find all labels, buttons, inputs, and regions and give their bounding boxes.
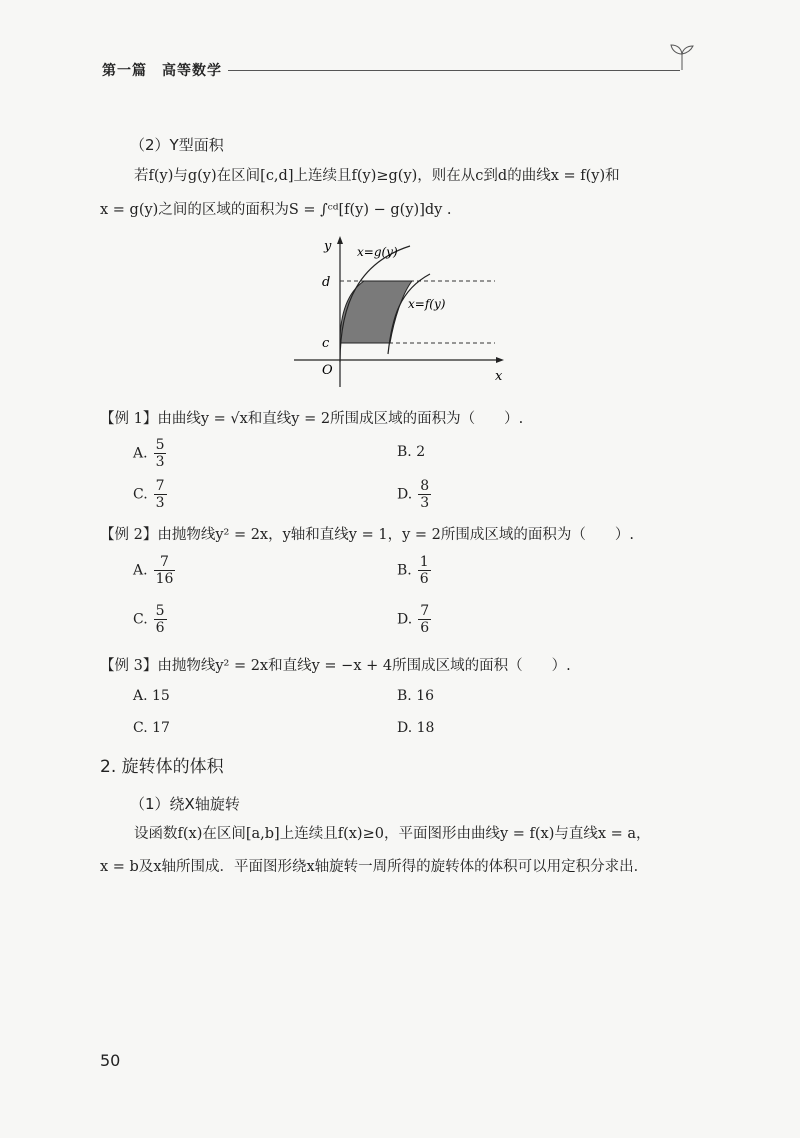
example-3-option-c: C. 17: [133, 720, 170, 736]
curve-f-label: x=f(y): [408, 297, 446, 311]
example-1-option-a: A. $\frac{5}{3}$: [133, 437, 165, 470]
sprout-icon: [668, 42, 696, 72]
sub-heading-x-rotation: （1）绕X轴旋转: [130, 795, 240, 813]
example-3-option-a: A. 15: [133, 688, 170, 704]
curve-g-label: x=g(y): [357, 245, 398, 259]
example-3-option-b: B. 16: [397, 688, 435, 704]
example-2-option-a: A. $\frac{7}{16}$: [133, 554, 174, 587]
example-3-title: 【例 3】由抛物线y² = 2x和直线y = −x + 4所围成区域的面积（ ）.: [100, 658, 571, 674]
example-1-title: 【例 1】由曲线y = √x和直线y = 2所围成区域的面积为（ ）.: [100, 411, 524, 427]
volume-text-line1: 设函数f(x)在区间[a,b]上连续且f(x)≥0，平面图形由曲线y = f(x)与直线x = a，: [134, 826, 651, 842]
example-1-option-d: D. $\frac{8}{3}$: [397, 478, 430, 511]
example-3-option-d: D. 18: [397, 720, 435, 736]
x-axis-label: x: [495, 369, 503, 384]
y-axis-arrow: [337, 236, 343, 244]
y-axis-label: y: [324, 239, 332, 254]
area-figure: [290, 232, 520, 392]
example-1-option-c: C. $\frac{7}{3}$: [133, 478, 165, 511]
origin-label: O: [322, 363, 333, 378]
example-2-option-c: C. $\frac{5}{6}$: [133, 603, 165, 636]
c-label: c: [322, 336, 330, 351]
y-area-text-line2: x = g(y)之间的区域的面积为S = ∫ᶜᵈ[f(y) − g(y)]dy .: [100, 202, 452, 218]
d-label: d: [322, 275, 331, 290]
page-number: 50: [100, 1051, 121, 1070]
shaded-region: [340, 281, 412, 343]
volume-text-line2: x = b及x轴所围成．平面图形绕x轴旋转一周所得的旋转体的体积可以用定积分求出．: [100, 859, 649, 875]
section-heading-y-area: （2）Y型面积: [130, 136, 224, 154]
x-axis-arrow: [496, 357, 504, 363]
header-rule: [228, 70, 680, 71]
header-title: 第一篇 高等数学: [102, 63, 222, 79]
example-2-option-b: B. $\frac{1}{6}$: [397, 554, 429, 587]
y-area-text-line1: 若f(y)与g(y)在区间[c,d]上连续且f(y)≥g(y)，则在从c到d的曲线x = f(y)和: [134, 168, 620, 184]
example-2-option-d: D. $\frac{7}{6}$: [397, 603, 430, 636]
example-2-title: 【例 2】由抛物线y² = 2x，y轴和直线y = 1，y = 2所围成区域的面积为（ ）.: [100, 527, 634, 543]
section-heading-volume: 2. 旋转体的体积: [100, 757, 224, 777]
example-1-option-b: B. 2: [397, 444, 426, 460]
